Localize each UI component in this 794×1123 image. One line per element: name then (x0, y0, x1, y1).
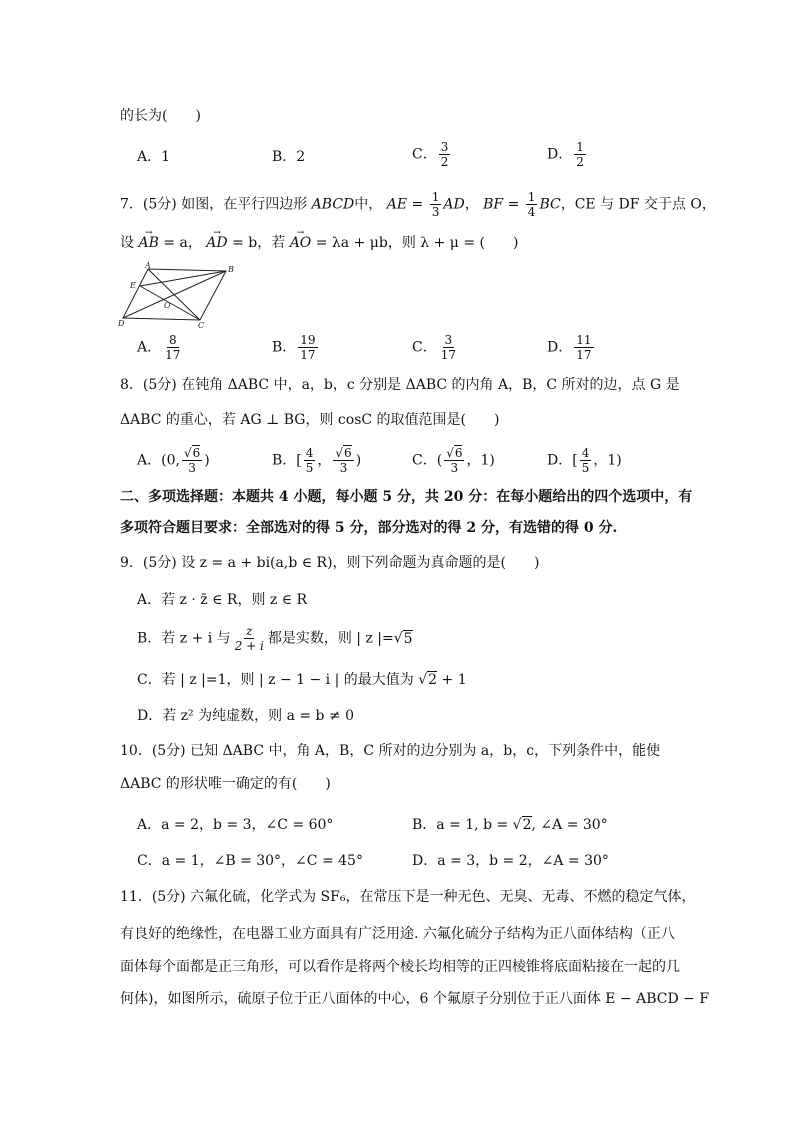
q10-stem-line1: 10．(5分) 已知 ΔABC 中，角 A，B，C 所对的边分别为 a，b，c，下列条件中，能使 (120, 743, 661, 759)
q6-option-c: C． $\frac{3}{2}$ (412, 140, 449, 169)
q8-option-d: D．[ $\frac{4}{5}$ ，1) (547, 446, 622, 475)
section2-line2: 多项符合题目要求：全部选对的得 5 分，部分选对的得 2 分，有选错的得 0 分. (120, 520, 618, 536)
q6-stem-end: 的长为( ) (120, 108, 201, 124)
q6-option-a: A．1 (137, 149, 171, 165)
section2-line1: 二、多项选择题：本题共 4 小题，每小题 5 分，共 20 分：在每小题给出的四个选项中，有 (120, 489, 693, 505)
q9-option-a: A．若 z · z̄ ∈ R，则 z ∈ R (137, 592, 308, 608)
fig-label-o: O (164, 301, 171, 310)
fig-label-d: D (118, 319, 125, 328)
q10-option-c: C．a = 1，∠B = 30°，∠C = 45° (137, 853, 363, 869)
q7-option-d: D． $\frac{11}{17}$ (547, 333, 592, 362)
q8-option-a: A．(0, $\frac{√6}{3}$ ) (137, 446, 210, 475)
q10-option-b: B．a = 1, b = √2, ∠A = 30° (412, 817, 608, 833)
q7-stem-line1: 7．(5分) 如图，在平行四边形 ABCD中， AE = $\frac{1}{3}$ AD， BF = $\frac{1}{4}$ BC，CE 与 DF 交于点 O， (120, 190, 716, 219)
q8-option-b: B．[ $\frac{4}{5}$ ， $\frac{√6}{3}$ ) (272, 446, 362, 475)
fig-label-e: E (130, 281, 136, 290)
fig-label-b: B (228, 265, 234, 274)
q7-stem-line2: 设 → AB = a， → AD = b，若 → AO = λa + μb，则 λ + μ = ( ) (120, 233, 518, 253)
q9-stem: 9．(5分) 设 z = a + bi(a,b ∈ R)，则下列命题为真命题的是( ) (120, 555, 540, 571)
q10-option-a: A．a = 2，b = 3，∠C = 60° (137, 817, 334, 833)
q10-option-d: D．a = 3，b = 2，∠A = 30° (412, 853, 609, 869)
q9-option-d: D．若 z² 为纯虚数，则 a = b ≠ 0 (137, 708, 355, 724)
q8-stem-line1: 8．(5分) 在钝角 ΔABC 中，a，b，c 分别是 ΔABC 的内角 A，B，C 所对的边，点 G 是 (120, 377, 680, 393)
q6-option-b: B．2 (272, 149, 306, 165)
q11-line3: 面体每个面都是正三角形，可以看作是将两个棱长均相等的正四棱锥将底面粘接在一起的几 (120, 959, 680, 975)
q7-option-b: B． $\frac{19}{17}$ (272, 333, 316, 362)
q11-line4: 何体)，如图所示，硫原子位于正八面体的中心，6 个氟原子分别位于正八面体 E − ABCD − F (120, 991, 710, 1007)
q7-option-c: C． $\frac{3}{17}$ (412, 333, 456, 362)
q8-option-c: C．( $\frac{√6}{3}$ ，1) (412, 446, 495, 475)
q6-option-d: D． $\frac{1}{2}$ (547, 140, 584, 169)
q9-option-b: B．若 z + i 与 $\frac{z}{2 + i}$ 都是实数，则 | z |=√5 (137, 624, 413, 653)
q10-stem-line2: ΔABC 的形状唯一确定的有( ) (120, 776, 331, 792)
q7-option-a: A． $\frac{8}{17}$ (137, 333, 181, 362)
q11-line2: 有良好的绝缘性，在电器工业方面具有广泛用途. 六氟化硫分子结构为正八面体结构（正八 (120, 926, 675, 942)
fig-label-c: C (198, 321, 205, 328)
fig-label-a: A (145, 262, 151, 270)
q8-stem-line2: ΔABC 的重心，若 AG ⊥ BG，则 cosC 的取值范围是( ) (120, 412, 500, 428)
q11-line1: 11．(5分) 六氟化硫，化学式为 SF₆，在常压下是一种无色、无臭、无毒、不燃的稳定气体， (120, 889, 696, 905)
q7-parallelogram-figure (118, 262, 238, 328)
q9-option-c: C．若 | z |=1，则 | z − 1 − i | 的最大值为 √2 + 1 (137, 672, 467, 688)
